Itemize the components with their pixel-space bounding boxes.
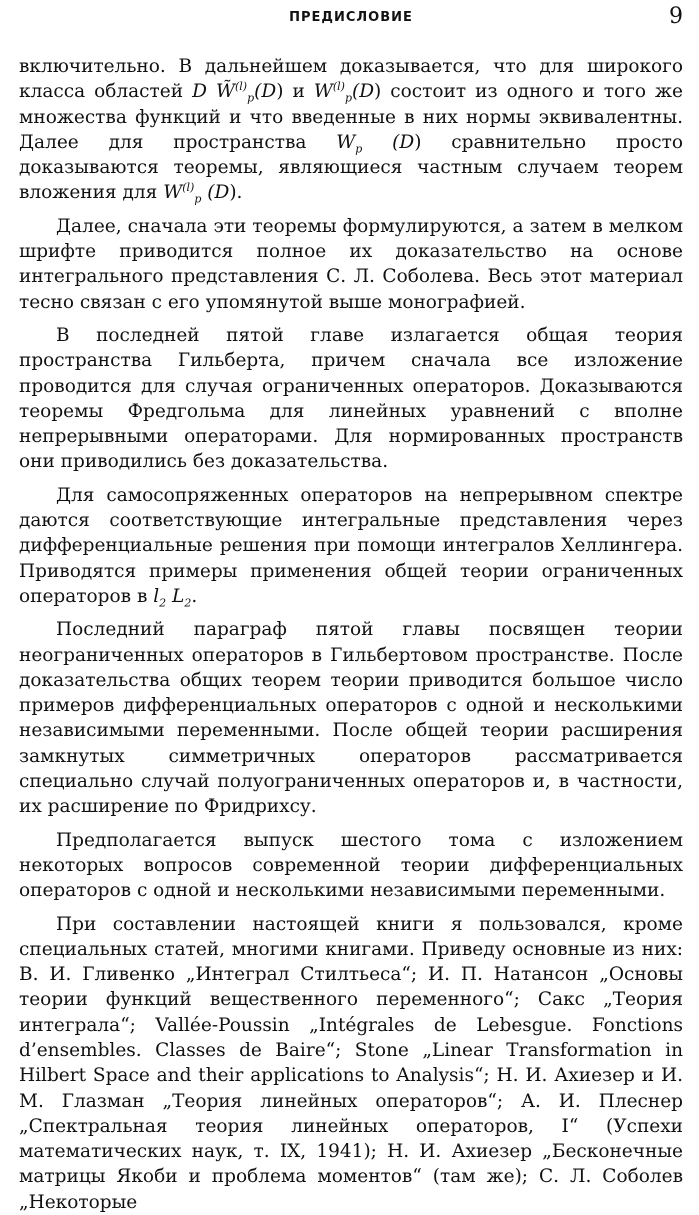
math-subscript: 2 <box>184 597 191 610</box>
text-run: . <box>191 586 197 607</box>
math-symbol: ( <box>201 182 214 203</box>
math-symbol: l <box>153 586 159 607</box>
paragraph <box>19 912 683 1215</box>
math-symbol: ( <box>254 81 261 102</box>
text-run: ) и <box>276 81 314 102</box>
math-superscript: (l) <box>182 181 194 194</box>
math-symbol: D <box>359 81 374 102</box>
body-text <box>19 54 683 1215</box>
text-run: Для самосопряженных операторов на непрерывном спектре даются соответствующие интегральные представления через дифференциальные решения при помощи интегралов Хеллингера. Приводятся примеры применения общей теории ограниченных операторов в <box>19 485 683 607</box>
math-symbol: W <box>163 182 182 203</box>
math-symbol: D <box>214 182 229 203</box>
text-run: ) сравнительно просто доказываются теоремы, являющиеся частным случаем теорем вложения для <box>19 132 683 204</box>
text-run: включительно. В дальнейшем доказывается, что для широкого класса областей <box>19 56 683 102</box>
math-symbol: D <box>192 81 207 102</box>
math-superscript: (l) <box>235 80 247 93</box>
math-symbol: L <box>172 586 184 607</box>
text-run: Последний параграф пятой главы посвящен теории неограниченных операторов в Гильбертовом пространстве. После доказательства общих теорем теории приводится большое число примеров дифференциальных операторов с одной и несколькими независимыми переменными. После общей теории расширения замкнутых симметричных операторов рассматривается специально случай полуограниченных операторов и, в частности, их расширение по Фридрихсу. <box>19 619 683 817</box>
paragraph <box>19 483 683 609</box>
math-subscript: p <box>194 193 201 206</box>
text-run: ) состоит из одного и того же множества функций и что введенные в них нормы эквивалентны. Далее для пространства <box>19 81 683 153</box>
paragraph <box>19 617 683 819</box>
math-subscript: p <box>247 92 254 105</box>
math-symbol: W̃ <box>216 81 235 102</box>
page-header <box>19 0 683 58</box>
math-symbol: D <box>399 132 414 153</box>
paragraph <box>19 323 683 475</box>
math-symbol: ( <box>362 132 399 153</box>
math-subscript: p <box>355 143 362 156</box>
page-number: 9 <box>669 4 683 29</box>
text-run: ). <box>229 182 242 203</box>
text-run <box>207 81 216 102</box>
running-head-title: ПРЕДИСЛОВИЕ <box>19 10 683 25</box>
paragraph <box>19 828 683 904</box>
math-subscript: 2 <box>159 597 166 610</box>
paragraph <box>19 214 683 315</box>
math-symbol: W <box>336 132 355 153</box>
math-symbol: ( <box>352 81 359 102</box>
math-superscript: (l) <box>333 80 345 93</box>
math-subscript: p <box>345 92 352 105</box>
book-page <box>19 0 683 1100</box>
math-symbol: W <box>314 81 333 102</box>
math-symbol: D <box>261 81 276 102</box>
text-run: Предполагается выпуск шестого тома с изложением некоторых вопросов современной теории дифференциальных операторов с одной и несколькими независимыми переменными. <box>19 830 683 902</box>
text-run: В последней пятой главе излагается общая теория пространства Гильберта, причем сначала все изложение проводится для случая ограниченных операторов. Доказываются теоремы Фредгольма для линейных уравнений с вполне непрерывными операторами. Для нормированных пространств они приводились без доказательства. <box>19 325 683 472</box>
paragraph <box>19 54 683 206</box>
text-run: Далее, сначала эти теоремы формулируются, а затем в мелком шрифте приводится полное их доказательство на основе интегрального представления С. Л. Соболева. Весь этот материал тесно связан с его упомянутой выше монографией. <box>19 216 683 313</box>
text-run: При составлении настоящей книги я пользовался, кроме специальных статей, многими книгами. Приведу основные из них: В. И. Гливенко „Интеграл Стилтьеса“; И. П. Натансон „Основы теории функций вещественного переменного“; Сакс „Теория интеграла“; Vallée-Poussin „Intégrales de Lebesgue. Fonctions d’ensembles. Classes de Baire“; Stone „Linear Transformation in Hilbert Space and their applications to Analysis“; Н. И. Ахиезер и И. М. Глазман „Теория линейных операторов“; А. И. Плеснер „Спектральная теория линейных операторов, I“ (Успехи математических наук, т. IX, 1941); Н. И. Ахиезер „Бесконечные матрицы Якоби и проблема моментов“ (там же); С. Л. Соболев „Некоторые <box>19 914 683 1213</box>
